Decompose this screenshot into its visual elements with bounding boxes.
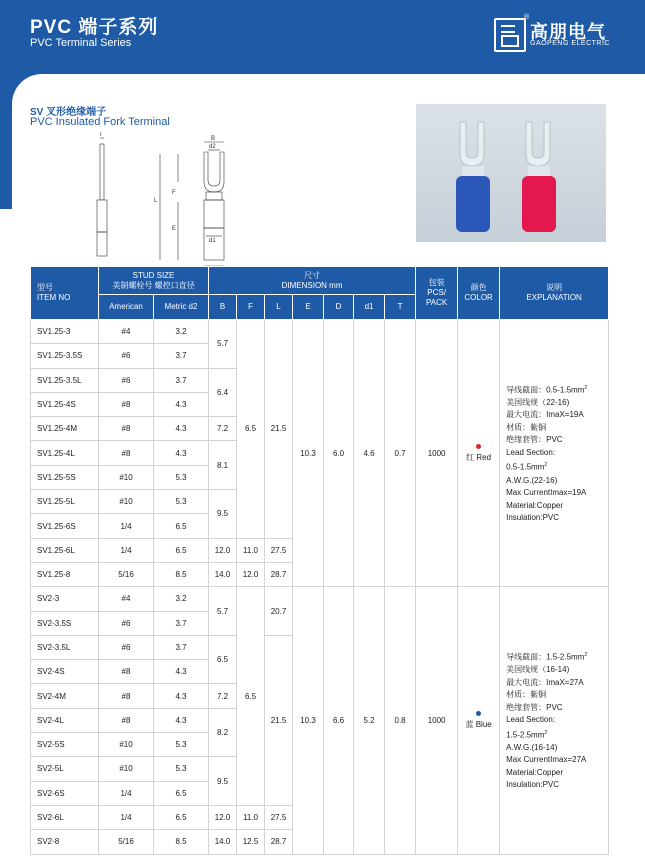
table-row: SV2-4M #8 4.3 7.2 [31, 684, 609, 708]
table-row: SV1.25-3.5L #6 3.7 6.4 [31, 368, 609, 392]
table-row: SV1.25-6S 1/4 6.5 [31, 514, 609, 538]
table-row: SV2-4S #8 4.3 [31, 660, 609, 684]
col-d: D [324, 295, 354, 320]
logo-registered-mark: ® [524, 14, 530, 21]
side-accent-bar [0, 74, 12, 209]
page-subtitle: PVC Terminal Series [30, 37, 132, 49]
col-american: American [99, 295, 154, 320]
side-view-barrel [97, 200, 107, 232]
explanation-cell: 导线截面：$1.5-2.5mm^2$ 美国线规（16-14) 最大电流：ImaX=27A 材质：紫铜 绝缘套管：PVC Lead Section: $1.5-2.5mm^2$ A.W.G.(16-14) Max CurrentImax=27A Material:Copper Insulation:PVC [500, 587, 609, 854]
red-terminal-neck [528, 166, 550, 176]
color-cell: 蓝 Blue [458, 587, 500, 854]
table-row: SV1.25-4L #8 4.3 8.1 [31, 441, 609, 465]
technical-drawing [80, 132, 280, 272]
red-terminal-fork [526, 122, 550, 166]
col-t: T [385, 295, 416, 320]
label-b: B [211, 136, 216, 142]
side-view-blade [100, 144, 104, 200]
side-view-sleeve [97, 232, 107, 256]
color-dot-blue [476, 711, 481, 716]
blue-terminal-fork [460, 122, 484, 166]
page-title: PVC 端子系列 [30, 17, 159, 38]
explanation-cell: 导线截面：$0.5-1.5mm^2$ 美国线规（22-16) 最大电流：ImaX=19A 材质：紫铜 绝缘套管：PVC Lead Section: $0.5-1.5mm^2$ A.W.G.(22-16) Max CurrentImax=19A Material:Copper Insulation:PVC [500, 320, 609, 587]
label-e: E [172, 226, 177, 232]
col-metric: Metric d2 [154, 295, 209, 320]
fork-sleeve [204, 228, 224, 260]
col-stud-size: STUD SIZE 美制螺栓号 螺控口直径 [99, 267, 209, 295]
section-title-en: PVC Insulated Fork Terminal [30, 116, 170, 128]
col-color: 颜色 COLOR [458, 267, 500, 320]
table-row: SV1.25-4S #8 4.3 [31, 392, 609, 416]
table-row: SV1.25-3 #4 3.2 5.7 6.5 21.5 10.3 6.0 4.6 0.7 1000 红 Red 导线截面：$0.5-1.5mm^2$ 美国线规（22-16) 最大电流：ImaX=19A 材质：紫铜 绝缘套管：PVC Lead Section: $0.5-1.5mm^2$ A.W.G.(22-16) Max CurrentImax=19A Material:Copper Insulation:PVC [31, 320, 609, 344]
blue-terminal-neck [462, 166, 484, 176]
col-e: E [293, 295, 324, 320]
company-logo [494, 16, 634, 56]
table-row: SV2-3.5L #6 3.7 6.5 21.5 [31, 635, 609, 659]
label-d2: d2 [209, 144, 216, 150]
table-row: SV2-3.5S #6 3.7 [31, 611, 609, 635]
table-row: SV2-8 5/16 8.5 14.0 12.5 28.7 [31, 830, 609, 854]
fork-barrel [204, 200, 224, 228]
logo-mark-icon [494, 18, 526, 52]
table-row: SV1.25-5L #10 5.3 9.5 [31, 490, 609, 514]
spec-table [30, 266, 609, 855]
table-row: SV2-6S 1/4 6.5 [31, 781, 609, 805]
color-cell: 红 Red [458, 320, 500, 587]
col-b: B [209, 295, 237, 320]
label-t: T [99, 132, 103, 138]
col-pack: 包装 PCS/ PACK [416, 267, 458, 320]
table-row: SV2-6L 1/4 6.5 12.0 11.0 27.5 [31, 805, 609, 829]
col-item: 型号 ITEM NO [31, 267, 99, 320]
table-row: SV1.25-5S #10 5.3 [31, 465, 609, 489]
product-photo [416, 104, 606, 242]
table-row: SV2-3 #4 3.2 5.7 6.5 20.7 10.3 6.6 5.2 0.8 1000 蓝 Blue 导线截面：$1.5-2.5mm^2$ 美国线规（16-14) 最大电流：ImaX=27A 材质：紫铜 绝缘套管：PVC Lead Section: $1.5-2.5mm^2$ A.W.G.(16-14) Max CurrentImax=27A Material:Copper Insulation:PVC [31, 587, 609, 611]
table-row: SV2-5L #10 5.3 9.5 [31, 757, 609, 781]
col-d1: d1 [354, 295, 385, 320]
red-terminal-sleeve [522, 176, 556, 232]
table-row: SV1.25-3.5S #6 3.7 [31, 344, 609, 368]
logo-name-cn: 高朋电气 [530, 22, 606, 42]
col-dimension: 尺寸 DIMENSION mm [209, 267, 416, 295]
table-row: SV1.25-6L 1/4 6.5 12.0 11.0 27.5 [31, 538, 609, 562]
col-l: L [265, 295, 293, 320]
label-f: F [172, 190, 176, 196]
color-dot-red [476, 444, 481, 449]
table-row: SV1.25-8 5/16 8.5 14.0 12.0 28.7 [31, 562, 609, 586]
page-header [0, 0, 645, 74]
logo-name-en: GAOPENG ELECTRIC [530, 40, 610, 47]
blue-terminal-sleeve [456, 176, 490, 232]
table-row: SV2-4L #8 4.3 8.2 [31, 708, 609, 732]
section-title-cn: SV 叉形绝缘端子 [30, 107, 107, 118]
col-f: F [237, 295, 265, 320]
label-l: L [154, 198, 158, 204]
label-d1: d1 [209, 238, 216, 244]
table-row: SV1.25-4M #8 4.3 7.2 [31, 417, 609, 441]
fork-tongue [204, 152, 224, 192]
table-row: SV2-5S #10 5.3 [31, 733, 609, 757]
fork-neck [206, 192, 222, 200]
content-corner [12, 74, 645, 106]
col-explanation: 说明 EXPLANATION [500, 267, 609, 320]
